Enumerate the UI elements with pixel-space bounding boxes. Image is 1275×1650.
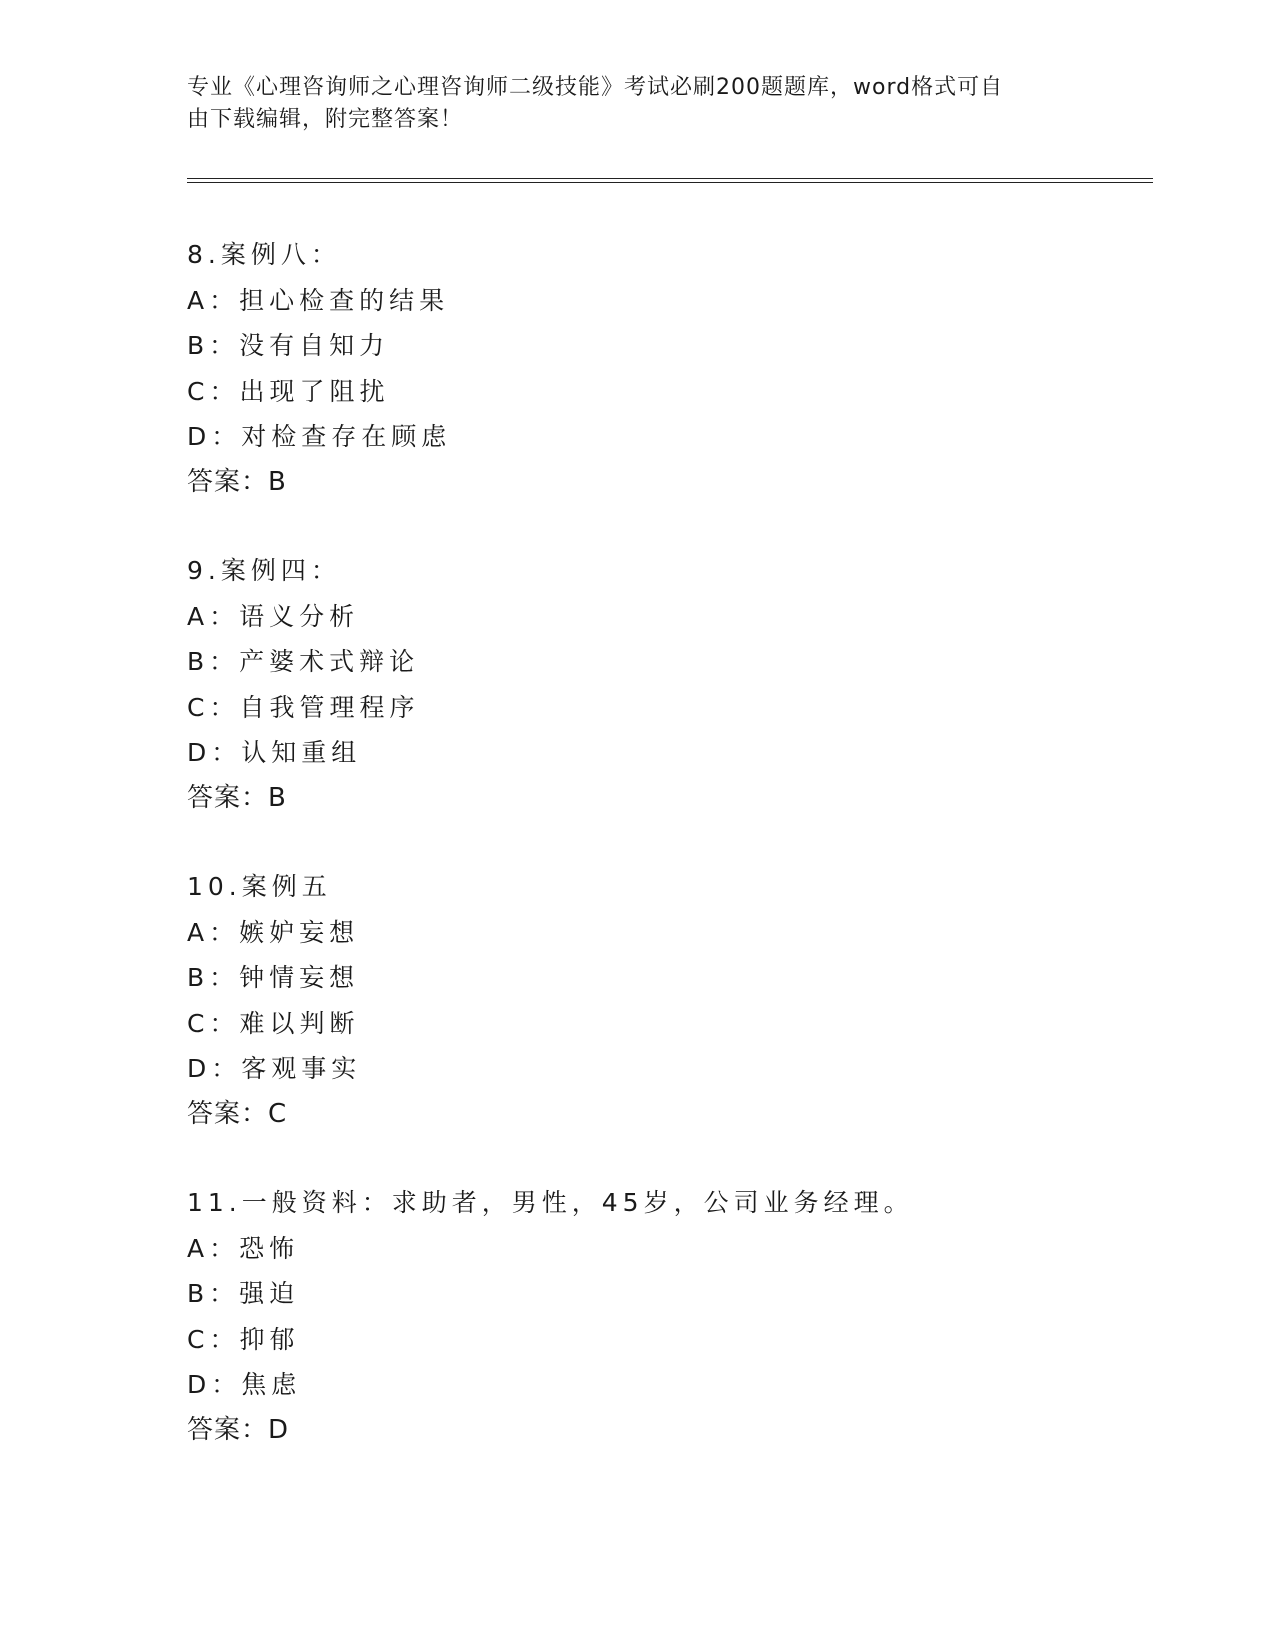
answer-label: 答案： [187,1098,269,1129]
answer-line [187,776,1147,822]
answer-line [187,1408,1147,1454]
option-a: A：语义分析 [187,601,360,631]
option-a: A：嫉妒妄想 [187,917,360,947]
answer-label: 答案： [187,466,269,497]
question-9 [187,548,1147,821]
option-a: A：恐怖 [187,1233,300,1263]
answer-value: B [268,466,286,497]
question-11 [187,1180,1147,1453]
document-header [187,72,1087,136]
option-b: B：产婆术式辩论 [187,647,420,676]
question-stem: 8.案例八： [187,240,341,269]
option-b: B：没有自知力 [187,331,390,360]
answer-line [187,1092,1147,1138]
answer-label: 答案： [187,782,269,813]
option-d: D：对检查存在顾虑 [187,422,452,451]
answer-value: D [268,1414,289,1445]
option-c: C：自我管理程序 [187,692,420,722]
option-a: A：担心检查的结果 [187,285,450,315]
option-c: C：出现了阻扰 [187,376,390,406]
answer-value: B [268,782,286,813]
option-b: B：钟情妄想 [187,963,360,992]
question-stem: 11.一般资料：求助者，男性，45岁，公司业务经理。 [187,1188,914,1217]
header-divider-bottom [187,182,1153,183]
option-d: D：认知重组 [187,738,362,767]
header-line-2: 由下载编辑，附完整答案！ [187,107,464,132]
answer-value: C [268,1098,287,1129]
header-divider-top [187,178,1153,179]
option-c: C：抑郁 [187,1324,300,1354]
answer-line [187,460,1147,506]
option-c: C：难以判断 [187,1008,360,1038]
question-stem: 9.案例四： [187,556,341,585]
question-stem: 10.案例五 [187,872,332,901]
option-d: D：焦虑 [187,1370,302,1399]
question-10 [187,864,1147,1137]
option-d: D：客观事实 [187,1054,362,1083]
answer-label: 答案： [187,1414,269,1445]
option-b: B：强迫 [187,1279,300,1308]
question-8 [187,232,1147,505]
header-line-1: 专业《心理咨询师之心理咨询师二级技能》考试必刷200题题库，word格式可自 [187,75,1004,100]
